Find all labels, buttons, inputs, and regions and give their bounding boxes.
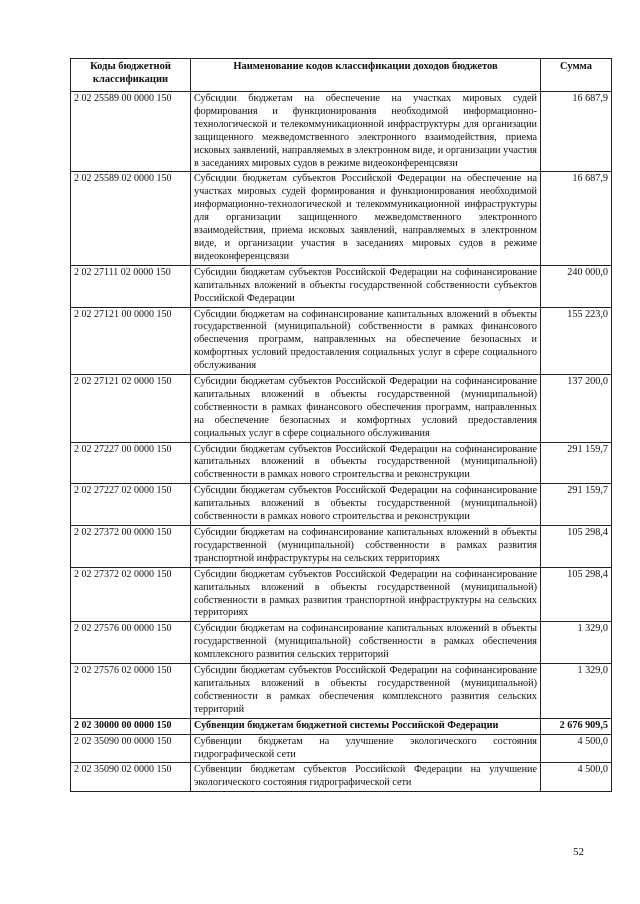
table-body — [71, 92, 612, 792]
sum-cell: 291 159,7 — [541, 484, 612, 526]
name-cell: Субвенции бюджетам бюджетной системы Российской Федерации — [191, 718, 541, 734]
code-cell: 2 02 27372 02 0000 150 — [71, 567, 191, 622]
header-name: Наименование кодов классификации доходов бюджетов — [191, 59, 541, 92]
code-cell: 2 02 35090 00 0000 150 — [71, 734, 191, 763]
name-cell: Субсидии бюджетам субъектов Российской Федерации на софинансирование капитальных вложений в объекты государственной (муниципальной) собственности в рамках нового строительства и реконструкции — [191, 442, 541, 484]
code-cell: 2 02 27121 00 0000 150 — [71, 307, 191, 375]
sum-cell: 16 687,9 — [541, 92, 612, 172]
table-header-row — [71, 59, 612, 92]
sum-cell: 105 298,4 — [541, 567, 612, 622]
code-cell: 2 02 27372 00 0000 150 — [71, 526, 191, 568]
page-number: 52 — [573, 846, 584, 858]
sum-cell: 16 687,9 — [541, 172, 612, 265]
name-cell: Субсидии бюджетам на софинансирование капитальных вложений в объекты государственной (муниципальной) собственности в рамках обеспечения комплексного развития сельских территорий — [191, 622, 541, 664]
name-cell: Субсидии бюджетам на софинансирование капитальных вложений в объекты государственной (муниципальной) собственности в рамках развития транспортной инфраструктуры на сельских территориях — [191, 526, 541, 568]
table-row — [71, 265, 612, 307]
header-code: Коды бюджетной классификации — [71, 59, 191, 92]
table-row — [71, 664, 612, 719]
code-cell: 2 02 27121 02 0000 150 — [71, 375, 191, 443]
sum-cell: 1 329,0 — [541, 664, 612, 719]
name-cell: Субвенции бюджетам субъектов Российской Федерации на улучшение экологического состояния гидрографической сети — [191, 763, 541, 792]
table-row — [71, 763, 612, 792]
sum-cell: 4 500,0 — [541, 734, 612, 763]
name-cell: Субсидии бюджетам субъектов Российской Федерации на софинансирование капитальных вложений в объекты государственной (муниципальной) собственности в рамках финансового обеспечения программ, направленных на обеспечение безопасных и комфортных условий предоставления социальных услуг в сфере социального обслуживания — [191, 375, 541, 443]
budget-revenue-table — [70, 58, 612, 792]
table-row — [71, 734, 612, 763]
name-cell: Субсидии бюджетам субъектов Российской Федерации на софинансирование капитальных вложений в объекты государственной собственности субъектов Российской Федерации — [191, 265, 541, 307]
code-cell: 2 02 27227 02 0000 150 — [71, 484, 191, 526]
table-row — [71, 92, 612, 172]
sum-cell: 240 000,0 — [541, 265, 612, 307]
table-row — [71, 172, 612, 265]
table-row — [71, 622, 612, 664]
code-cell: 2 02 35090 02 0000 150 — [71, 763, 191, 792]
header-sum: Сумма — [541, 59, 612, 92]
sum-cell: 291 159,7 — [541, 442, 612, 484]
sum-cell: 2 676 909,5 — [541, 718, 612, 734]
sum-cell: 155 223,0 — [541, 307, 612, 375]
table-row — [71, 526, 612, 568]
name-cell: Субвенции бюджетам на улучшение экологического состояния гидрографической сети — [191, 734, 541, 763]
code-cell: 2 02 27576 00 0000 150 — [71, 622, 191, 664]
code-cell: 2 02 25589 00 0000 150 — [71, 92, 191, 172]
table-row — [71, 307, 612, 375]
table-row — [71, 484, 612, 526]
table-row — [71, 718, 612, 734]
name-cell: Субсидии бюджетам субъектов Российской Федерации на софинансирование капитальных вложений в объекты государственной (муниципальной) собственности в рамках развития транспортной инфраструктуры на сельских территориях — [191, 567, 541, 622]
table-row — [71, 567, 612, 622]
sum-cell: 105 298,4 — [541, 526, 612, 568]
sum-cell: 4 500,0 — [541, 763, 612, 792]
name-cell: Субсидии бюджетам на софинансирование капитальных вложений в объекты государственной (муниципальной) собственности в рамках финансового обеспечения программ, направленных на обеспечение безопасных и комфортных условий предоставления социальных услуг в сфере социального обслуживания — [191, 307, 541, 375]
code-cell: 2 02 27227 00 0000 150 — [71, 442, 191, 484]
code-cell: 2 02 27576 02 0000 150 — [71, 664, 191, 719]
name-cell: Субсидии бюджетам субъектов Российской Федерации на обеспечение на участках мировых судей формирования и функционирования необходимой информационно-технологической и телекоммуникационной инфраструктуры для организации защищенного межведомственного электронного взаимодействия, приема исковых заявлений, направляемых в электронном виде, и организации участия в заседаниях мировых судов в режиме видеоконференцсвязи — [191, 172, 541, 265]
table-row — [71, 442, 612, 484]
sum-cell: 137 200,0 — [541, 375, 612, 443]
code-cell: 2 02 27111 02 0000 150 — [71, 265, 191, 307]
code-cell: 2 02 30000 00 0000 150 — [71, 718, 191, 734]
name-cell: Субсидии бюджетам субъектов Российской Федерации на софинансирование капитальных вложений в объекты государственной (муниципальной) собственности в рамках нового строительства и реконструкции — [191, 484, 541, 526]
sum-cell: 1 329,0 — [541, 622, 612, 664]
code-cell: 2 02 25589 02 0000 150 — [71, 172, 191, 265]
name-cell: Субсидии бюджетам на обеспечение на участках мировых судей формирования и функционирования необходимой информационно-технологической и телекоммуникационной инфраструктуры для организации защищенного межведомственного электронного взаимодействия, приема исковых заявлений, направляемых в электронном виде, и организации участия в заседаниях мировых судов в режиме видеоконференцсвязи — [191, 92, 541, 172]
name-cell: Субсидии бюджетам субъектов Российской Федерации на софинансирование капитальных вложений в объекты государственной (муниципальной) собственности в рамках обеспечения комплексного развития сельских территорий — [191, 664, 541, 719]
table-row — [71, 375, 612, 443]
